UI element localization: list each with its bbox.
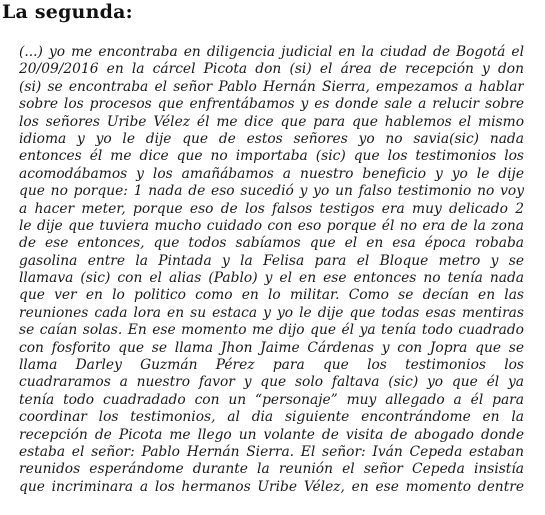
paragraph-line: reunidos esperándome durante la reunión el señor Cepeda insistía — [19, 461, 524, 478]
paragraph-line: recepción de Picota me llego un volante de visita de abogado donde — [19, 426, 524, 443]
paragraph-line: le dije que tuviera mucho cuidado con eso porque él no era de la zona — [19, 217, 524, 234]
paragraph-line: los señores Uribe Vélez él me dice que para que hablemos el mismo — [19, 113, 524, 130]
paragraph-line: que no porque: 1 nada de eso sucedió y yo un falso testimonio no voy — [19, 183, 524, 200]
paragraph-line: 20/09/2016 en la cárcel Picota don (si) el área de recepción y don — [19, 61, 524, 78]
paragraph-line: a hacer meter, porque eso de los falsos testigos era muy delicado 2 — [19, 200, 524, 217]
paragraph-line: (...) yo me encontraba en diligencia judicial en la ciudad de Bogotá el — [19, 44, 524, 60]
paragraph-line: sobre los procesos que enfrentábamos y es donde sale a relucir sobre — [19, 96, 524, 113]
paragraph-line: llama Darley Guzmán Pérez para que los testimonios los — [19, 357, 524, 374]
section-heading: La segunda: — [2, 1, 133, 23]
paragraph-line: cuadraramos a nuestro favor y que solo faltava (sic) yo que él ya — [19, 374, 524, 391]
paragraph-line: coordinar los testimonios, al dia siguiente encontrándome en la — [19, 409, 524, 426]
paragraph-line: acomodábamos y los amañábamos a nuestro beneficio y yo le dije — [19, 165, 524, 182]
paragraph-line: estaba el señor: Pablo Hernán Sierra. El señor: Iván Cepeda estaban — [19, 443, 524, 460]
paragraph-line: tenía todo cuadradado con un “personaje” muy allegado a él para — [19, 391, 524, 408]
testimony-paragraph — [19, 44, 524, 496]
paragraph-line: llamava (sic) con el alias (Pablo) y el en ese entonces no tenía nada — [19, 270, 524, 287]
paragraph-line: gasolina entre la Pintada y la Felisa para el Bloque metro y se — [19, 252, 524, 269]
paragraph-line: que ver en lo politico como en lo militar. Como se decían en las — [19, 287, 524, 304]
paragraph-line: idioma y yo le dije que de estos señores yo no savia(sic) nada — [19, 130, 524, 147]
paragraph-line: de ese entonces, que todos sabíamos que el en esa época robaba — [19, 235, 524, 252]
paragraph-line: con fosforito que se llama Jhon Jaime Cárdenas y con Jopra que se — [19, 339, 524, 356]
paragraph-line: entonces él me dice que no importaba (sic) que los testimonios los — [19, 148, 524, 165]
paragraph-line: que incriminara a los hermanos Uribe Vélez, en ese momento dentre — [19, 478, 524, 495]
paragraph-line: (si) se encontraba el señor Pablo Hernán Sierra, empezamos a hablar — [19, 78, 524, 95]
paragraph-line: se caían solas. En ese momento me dijo que él ya tenía todo cuadrado — [19, 322, 524, 339]
paragraph-line: reuniones cada lora en su estaca y yo le dije que todas esas mentiras — [19, 304, 524, 321]
